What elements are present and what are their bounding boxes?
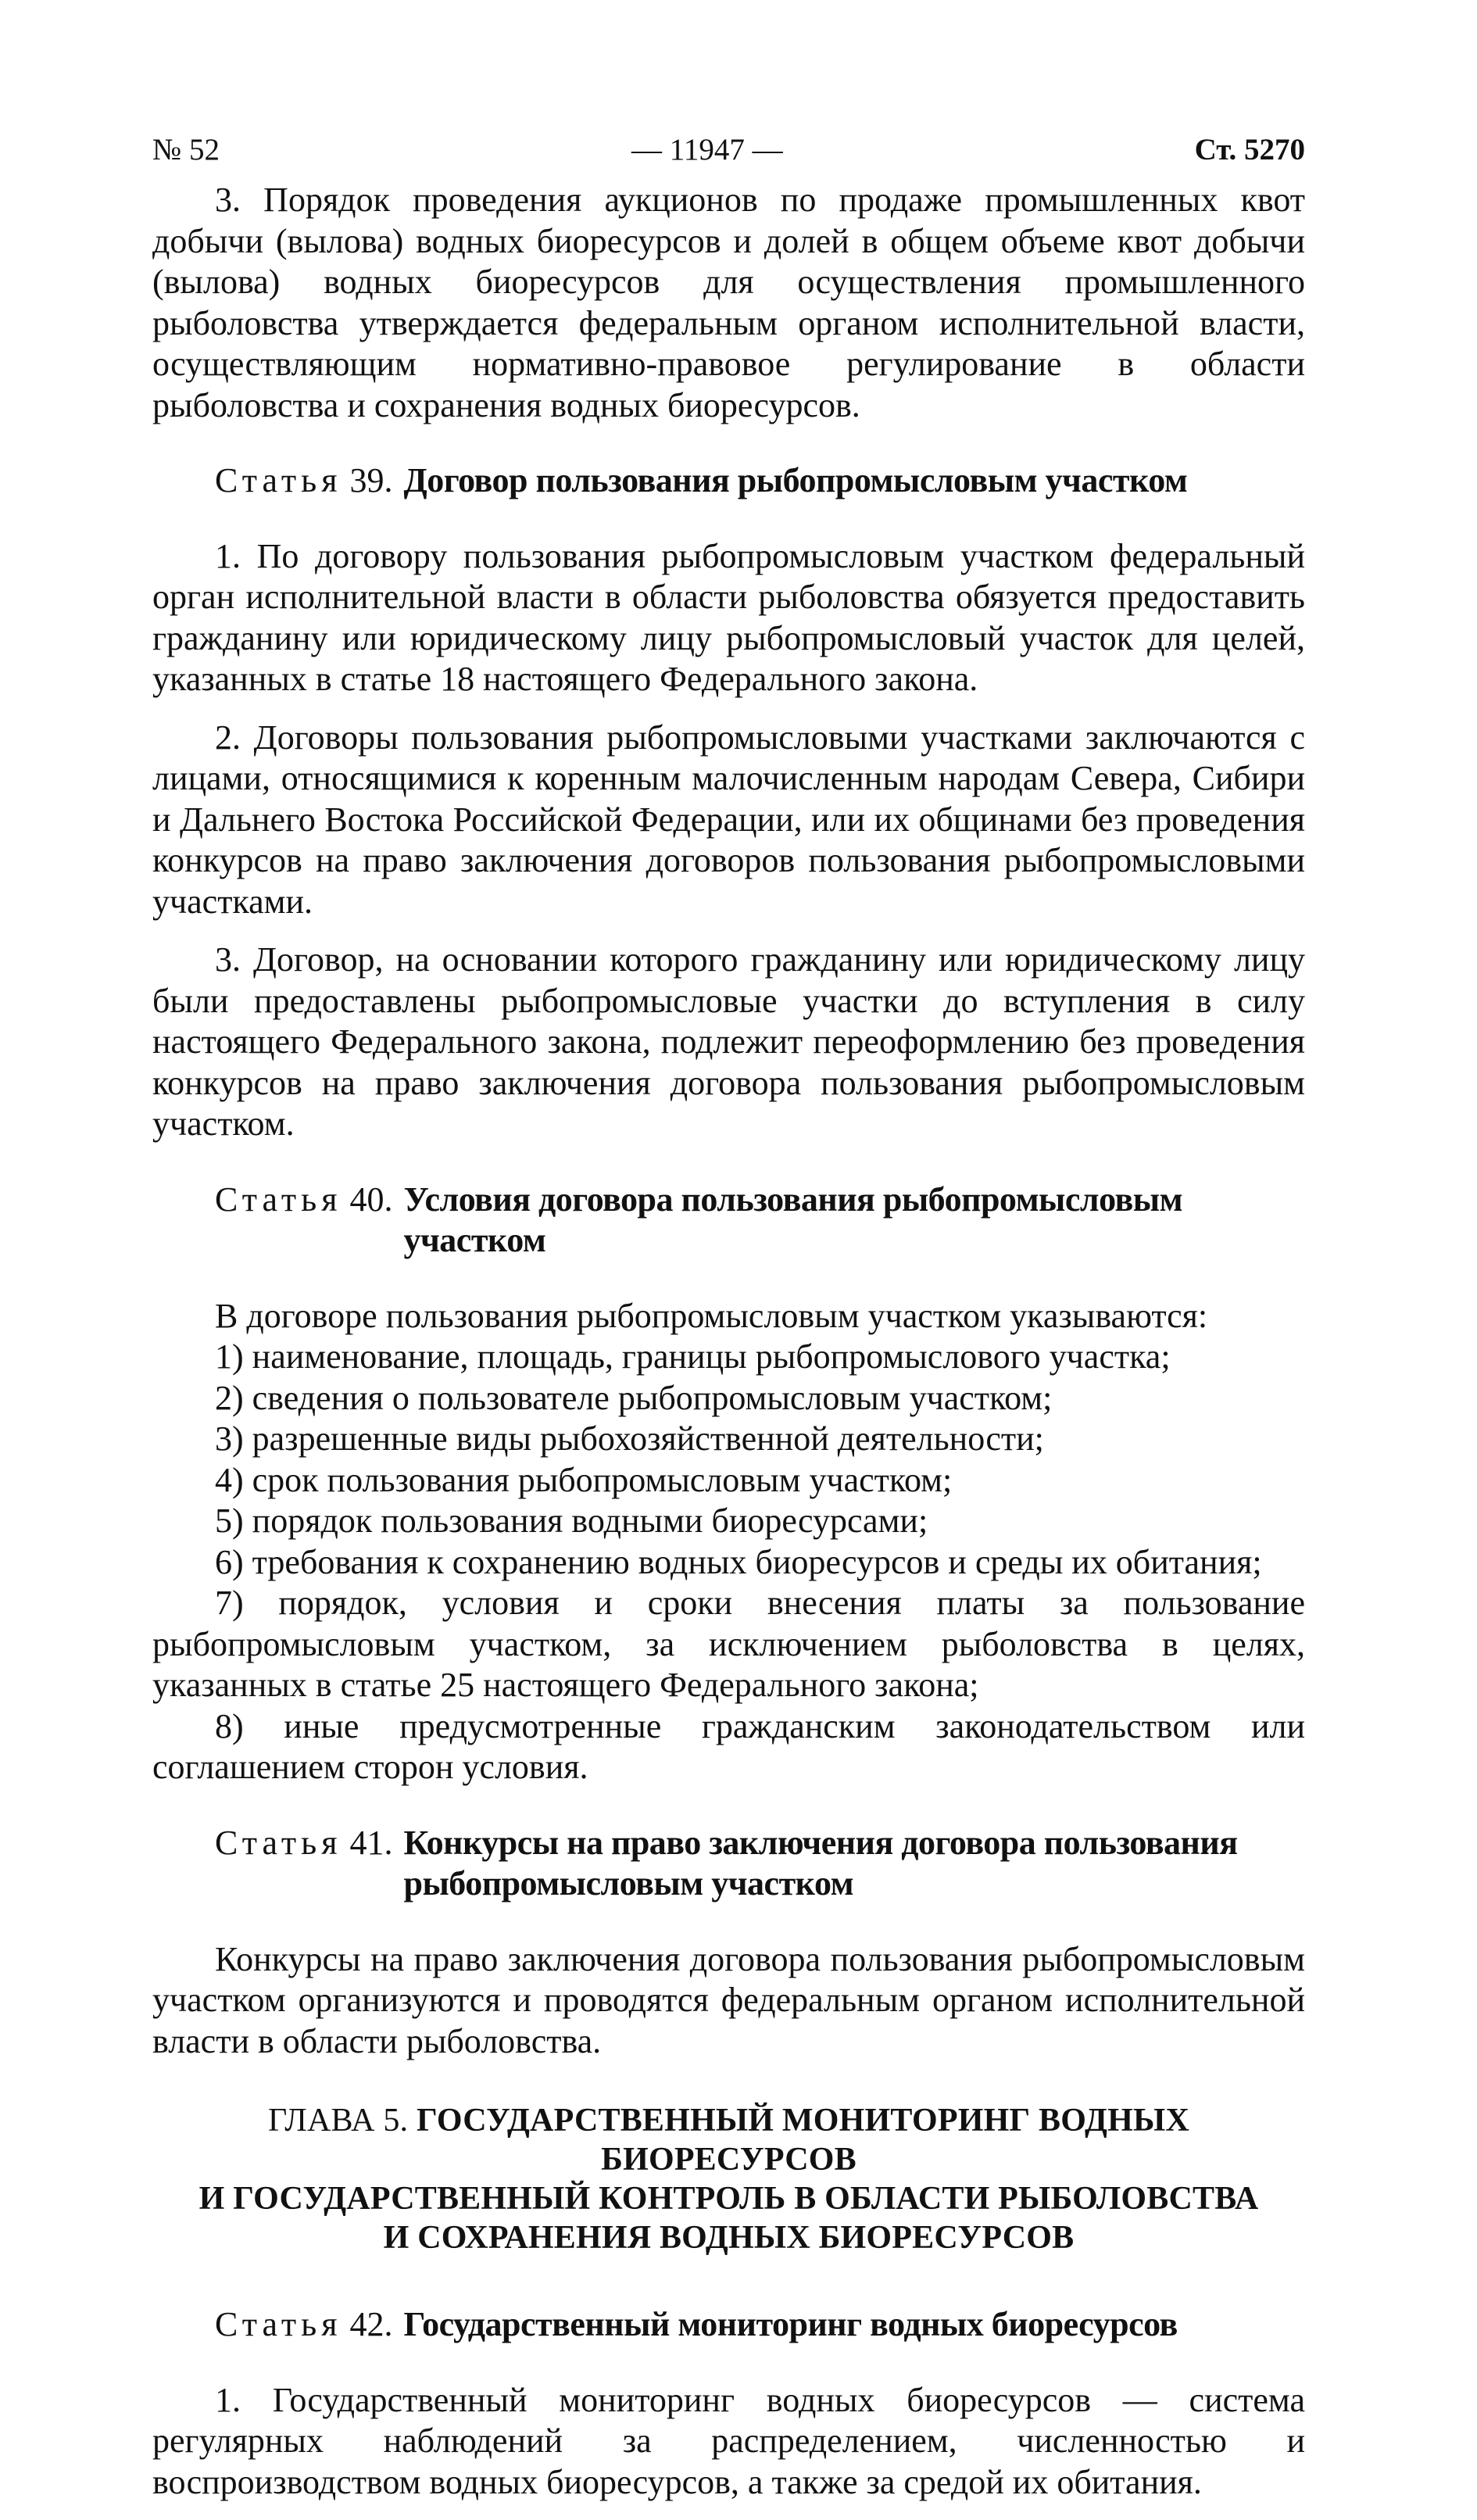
article-title: Условия договора пользования рыбопромысловым участком [403,1179,1183,1259]
article-40-item-5: 5) порядок пользования водными биоресурсами; [215,1502,928,1540]
article-label: Статья [215,1179,342,1219]
article-41-paragraph: Конкурсы на право заключения договора пользования рыбопромысловым участком организуются и проводятся федеральным органом исполнительной власти в области рыболовства. [152,1939,1305,2060]
article-39-paragraph-2: 2. Договоры пользования рыбопромысловыми участками заключаются с лицами, относящимися к коренным малочисленным народам Севера, Сибири и Дальнего Востока Российской Федерации, или их общинами без проведения конкурсов на право заключения договоров пользования рыбопромысловыми участками. [152,718,1305,921]
article-title: Договор пользования рыбопромысловым участком [403,461,1188,499]
article-42-paragraph-1: 1. Государственный мониторинг водных биоресурсов — система регулярных наблюдений за распределением, численностью и воспроизводством водных биоресурсов, а также за средой их обитания. [152,2380,1305,2501]
article-39-heading [152,460,1305,502]
chapter-prefix: ГЛАВА 5. [267,2103,409,2139]
chapter-title-line-1: ГОСУДАРСТВЕННЫЙ МОНИТОРИНГ ВОДНЫХ БИОРЕСУРСОВ [416,2103,1189,2178]
article-40-item-6: 6) требования к сохранению водных биоресурсов и среды их обитания; [215,1542,1262,1581]
chapter-title-line-3: И СОХРАНЕНИЯ ВОДНЫХ БИОРЕСУРСОВ [383,2220,1075,2256]
page-number: — 11947 — [631,133,783,166]
article-40-intro: В договоре пользования рыбопромысловым участком указываются: [215,1296,1208,1335]
intro-paragraph: 3. Порядок проведения аукционов по продаже промышленных квот добычи (вылова) водных биоресурсов и долей в общем объеме квот добычи (вылова) водных биоресурсов для осуществления промышленного рыболовства утверждается федеральным органом исполнительной власти, осуществляющим нормативно-правовое регулирование в области рыболовства и сохранения водных биоресурсов. [152,181,1305,424]
article-40-heading [152,1179,1305,1262]
article-label: Статья [215,461,342,499]
article-40-item-4: 4) срок пользования рыбопромысловым участком; [215,1460,953,1499]
article-40-item-3: 3) разрешенные виды рыбохозяйственной деятельности; [215,1419,1044,1458]
chapter-title-line-2: И ГОСУДАРСТВЕННЫЙ КОНТРОЛЬ В ОБЛАСТИ РЫБОЛОВСТВА [198,2181,1259,2217]
article-39-paragraph-3: 3. Договор, на основании которого гражданину или юридическому лицу были предоставлены рыбопромысловые участки до вступления в силу настоящего Федерального закона, подлежит переоформлению без проведения конкурсов на право заключения договора пользования рыбопромысловым участком. [152,940,1305,1143]
article-number: 41. [349,1823,393,1862]
page-reference: Ст. 5270 [1194,133,1305,166]
article-number: 42. [349,2305,393,2343]
article-number: 40. [349,1179,393,1219]
article-40-item-8: 8) иные предусмотренные гражданским законодательством или соглашением сторон условия. [152,1706,1305,1786]
article-title: Государственный мониторинг водных биоресурсов [403,2305,1178,2343]
article-label: Статья [215,1823,342,1862]
article-40-item-7: 7) порядок, условия и сроки внесения платы за пользование рыбопромысловым участком, за исключением рыболовства в целях, указанных в статье 25 настоящего Федерального закона; [152,1584,1305,1704]
page-header [152,131,1305,169]
issue-number: № 52 [152,133,220,166]
chapter-5-heading [152,2101,1305,2257]
document-page [152,131,1305,2520]
article-number: 39. [349,461,393,499]
article-42-heading [152,2304,1305,2346]
article-40-item-2: 2) сведения о пользователе рыбопромысловым участком; [215,1378,1053,1417]
article-41-heading [152,1823,1305,1905]
article-39-paragraph-1: 1. По договору пользования рыбопромысловым участком федеральный орган исполнительной власти в области рыболовства обязуется предоставить гражданину или юридическому лицу рыбопромысловый участок для целей, указанных в статье 18 настоящего Федерального закона. [152,536,1305,698]
article-title: Конкурсы на право заключения договора пользования рыбопромысловым участком [403,1823,1238,1903]
article-40-item-1: 1) наименование, площадь, границы рыбопромыслового участка; [215,1337,1171,1376]
chapter-heading-line-1 [152,2101,1305,2179]
article-label: Статья [215,2305,342,2343]
